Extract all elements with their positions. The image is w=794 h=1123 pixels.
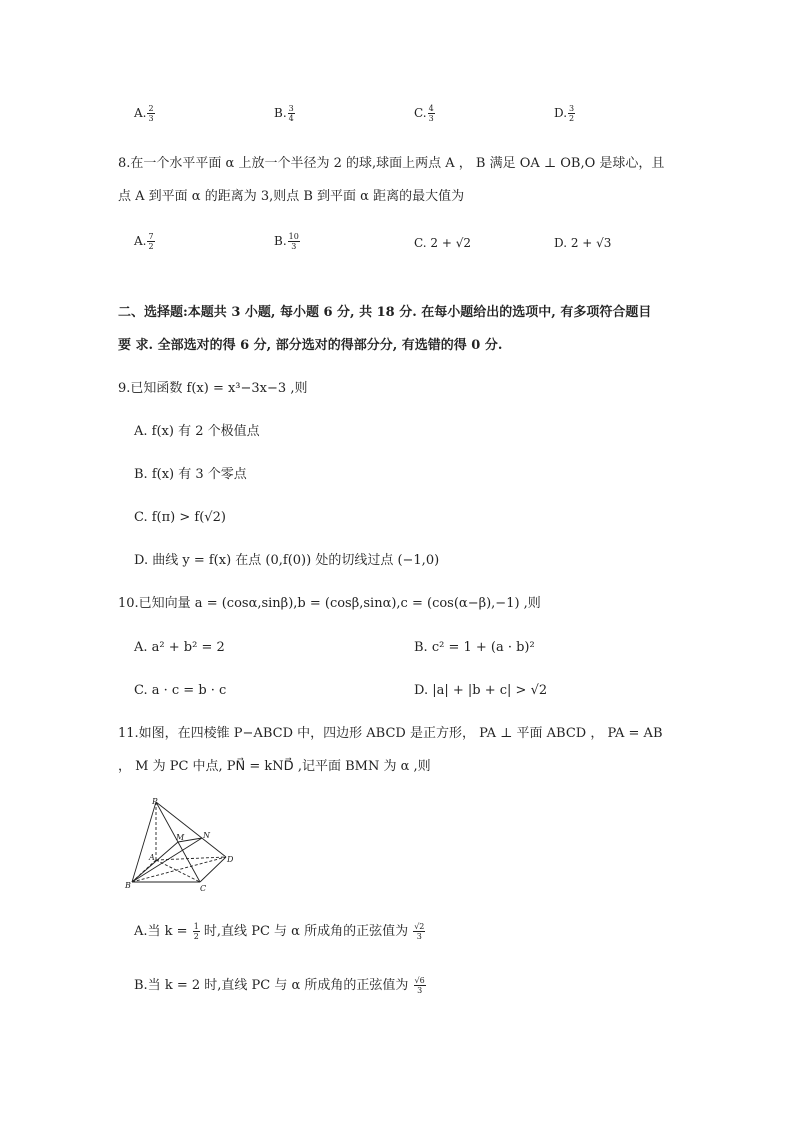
q9-stem: 9.已知函数 f(x) = x³−3x−3 ,则 — [118, 381, 308, 396]
option-text: B.当 k = 2 时,直线 PC 与 α 所成角的正弦值为 — [134, 978, 413, 993]
q11-option-b — [134, 976, 426, 995]
q8-stem-line2: 点 A 到平面 α 的距离为 3,则点 B 到平面 α 距离的最大值为 — [118, 189, 465, 204]
q9-option-d: D. 曲线 y = f(x) 在点 (0,f(0)) 处的切线过点 (−1,0) — [134, 553, 440, 568]
fraction: $\frac{3}{2}$ — [569, 104, 575, 123]
q7-option-a — [134, 104, 155, 123]
edge-pb — [132, 802, 156, 882]
fraction: $\frac{4}{3}$ — [428, 104, 434, 123]
option-text: 时,直线 PC 与 α 所成角的正弦值为 — [199, 924, 413, 939]
q11-option-a — [134, 922, 425, 941]
edge-pd — [156, 802, 226, 857]
q10-option-c: C. a · c = b · c — [134, 683, 227, 698]
q7-option-c — [414, 104, 435, 123]
fraction: $\frac{7}{2}$ — [148, 232, 154, 251]
edge-cd — [200, 857, 226, 882]
label-n: N — [203, 831, 210, 840]
label-a: A — [149, 853, 155, 862]
q9-option-c: C. f(π) > f(√2) — [134, 510, 226, 525]
label-m: M — [176, 833, 185, 842]
q9-option-b: B. f(x) 有 3 个零点 — [134, 467, 247, 482]
q8-option-b — [274, 232, 300, 251]
option-text: A.当 k = — [134, 924, 192, 939]
q7-option-b — [274, 104, 295, 123]
q11-stem-line2: ， M 为 PC 中点, PN⃗ = kND⃗ ,记平面 BMN 为 α ,则 — [118, 759, 431, 774]
fraction: $\frac{10}{3}$ — [288, 232, 299, 251]
option-letter: B. — [274, 234, 287, 248]
fraction: $\frac{2}{3}$ — [148, 104, 154, 123]
q8-option-c: C. 2 + √2 — [414, 236, 471, 250]
option-letter: A. — [134, 106, 147, 120]
q10-stem: 10.已知向量 a = (cosα,sinβ),b = (cosβ,sinα),c = (cos(α−β),−1) ,则 — [118, 596, 541, 611]
option-letter: D. — [554, 106, 568, 120]
label-c: C — [200, 884, 207, 893]
fraction-sine: $\frac{√2}{3}$ — [414, 922, 425, 941]
segment-bn — [132, 838, 202, 882]
q11-stem-line1: 11.如图，在四棱锥 P−ABCD 中，四边形 ABCD 是正方形， PA ⊥ 平面 ABCD ， PA = AB — [118, 726, 663, 741]
q10-option-d: D. |a| + |b + c| > √2 — [414, 683, 548, 698]
q10-option-b: B. c² = 1 + (a · b)² — [414, 640, 535, 655]
section2-heading-line2: 要 求. 全部选对的得 6 分, 部分选对的得部分分, 有选错的得 0 分. — [118, 338, 503, 353]
section2-heading-line1: 二、选择题:本题共 3 小题, 每小题 6 分, 共 18 分. 在每小题给出的选项中, 有多项符合题目 — [118, 305, 652, 320]
fraction-k: $\frac{1}{2}$ — [193, 922, 199, 941]
pyramid-figure — [122, 796, 242, 896]
label-b: B — [125, 881, 131, 890]
q7-option-d — [554, 104, 575, 123]
option-letter: C. — [414, 106, 427, 120]
fraction-sine: $\frac{√6}{3}$ — [414, 976, 425, 995]
q9-option-a: A. f(x) 有 2 个极值点 — [134, 424, 260, 439]
q10-option-a: A. a² + b² = 2 — [134, 640, 225, 655]
label-p: P — [152, 797, 158, 806]
q8-option-a — [134, 232, 155, 251]
option-letter: B. — [274, 106, 287, 120]
q8-stem-line1: 8.在一个水平平面 α 上放一个半径为 2 的球,球面上两点 A ， B 满足 OA ⊥ OB,O 是球心，且 — [118, 156, 665, 171]
q8-option-d: D. 2 + √3 — [554, 236, 612, 250]
segment-bm — [132, 842, 178, 882]
diagonal-ac — [156, 860, 200, 882]
label-d: D — [227, 855, 234, 864]
option-letter: A. — [134, 234, 147, 248]
fraction: $\frac{3}{4}$ — [288, 104, 294, 123]
